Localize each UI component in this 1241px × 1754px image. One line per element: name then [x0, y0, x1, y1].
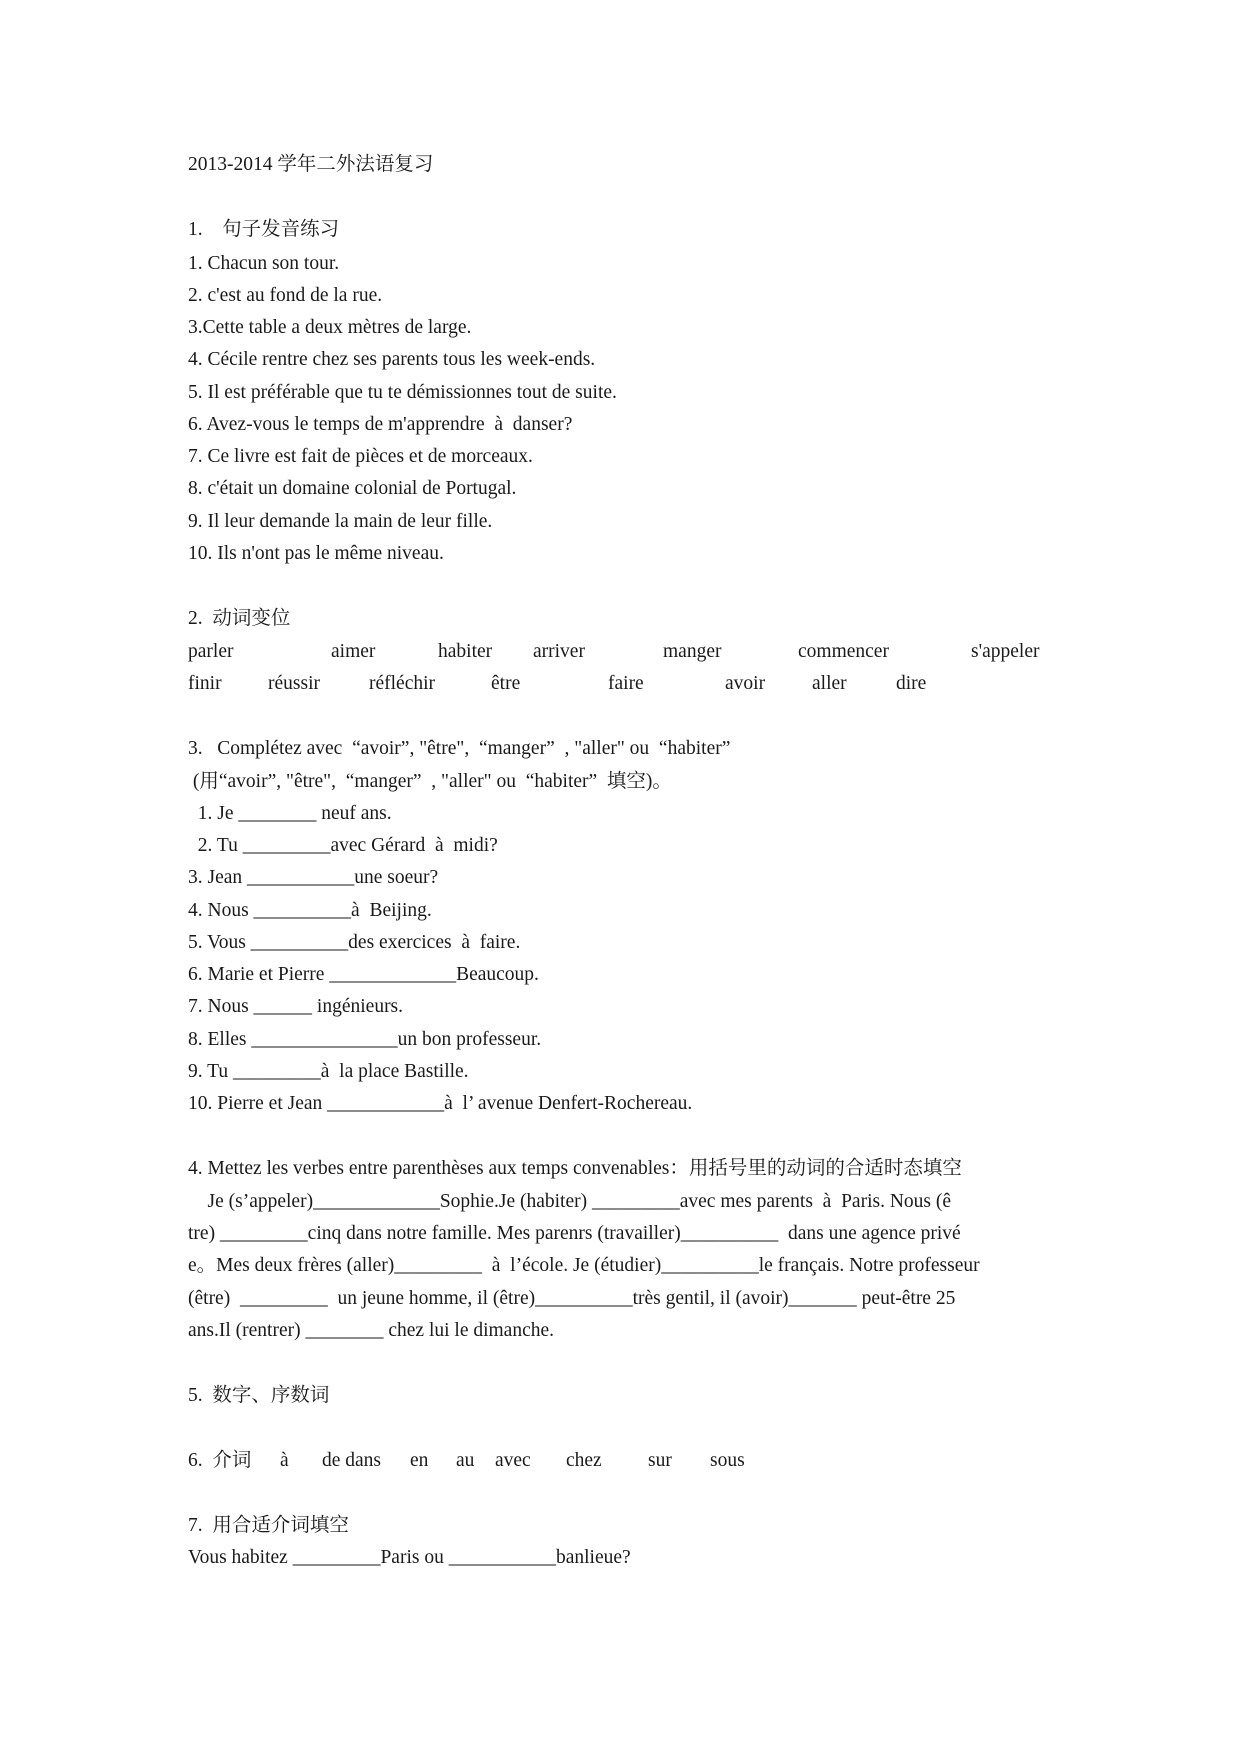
preposition-word: avec — [495, 1450, 531, 1471]
section-7-heading: 7. 用合适介词填空 — [188, 1515, 349, 1536]
section-1-heading: 1. 句子发音练习 — [188, 219, 340, 240]
verb-word: être — [491, 673, 521, 694]
verb-word: avoir — [725, 673, 766, 694]
verb-word: manger — [663, 641, 722, 662]
section-5-heading: 5. 数字、序数词 — [188, 1385, 330, 1406]
verb-word: aimer — [331, 641, 376, 662]
verb-word: habiter — [438, 641, 493, 662]
verb-word: faire — [608, 673, 644, 694]
paragraph-line: (être) _________ un jeune homme, il (être)__________très gentil, il (avoir)_______ peut-être 25 — [188, 1288, 956, 1309]
verb-word: réussir — [268, 673, 320, 694]
pronunciation-sentence: 7. Ce livre est fait de pièces et de morceaux. — [188, 446, 533, 467]
verb-word: finir — [188, 673, 222, 694]
pronunciation-sentence: 3.Cette table a deux mètres de large. — [188, 317, 472, 338]
fill-blank-item: 3. Jean ___________une soeur? — [188, 867, 439, 888]
pronunciation-sentence: 5. Il est préférable que tu te démissionnes tout de suite. — [188, 382, 617, 403]
fill-blank-item: Vous habitez _________Paris ou ___________banlieue? — [188, 1547, 631, 1568]
fill-blank-item: 1. Je ________ neuf ans. — [188, 803, 392, 824]
fill-blank-item: 2. Tu _________avec Gérard à midi? — [188, 835, 498, 856]
pronunciation-sentence: 9. Il leur demande la main de leur fille. — [188, 511, 493, 532]
fill-blank-item: 10. Pierre et Jean ____________à l’ avenue Denfert-Rochereau. — [188, 1093, 693, 1114]
fill-blank-item: 9. Tu _________à la place Bastille. — [188, 1061, 469, 1082]
fill-blank-item: 6. Marie et Pierre _____________Beaucoup. — [188, 964, 539, 985]
paragraph-line: ans.Il (rentrer) ________ chez lui le dimanche. — [188, 1320, 555, 1341]
verb-word: s'appeler — [971, 641, 1040, 662]
fill-blank-item: 4. Nous __________à Beijing. — [188, 900, 432, 921]
section-2-heading: 2. 动词变位 — [188, 608, 291, 629]
fill-blank-item: 8. Elles _______________un bon professeur. — [188, 1029, 542, 1050]
verb-word: arriver — [533, 641, 585, 662]
verb-word: parler — [188, 641, 234, 662]
section-3-heading: 3. Complétez avec “avoir”, "être", “manger” , "aller" ou “habiter” — [188, 738, 731, 759]
preposition-word: de dans — [322, 1450, 382, 1471]
paragraph-line: tre) _________cinq dans notre famille. Mes parenrs (travailler)__________ dans une agence privé — [188, 1223, 961, 1244]
fill-blank-item: 5. Vous __________des exercices à faire. — [188, 932, 521, 953]
verb-row — [188, 640, 1088, 664]
fill-blank-item: 7. Nous ______ ingénieurs. — [188, 996, 404, 1017]
pronunciation-sentence: 4. Cécile rentre chez ses parents tous les week-ends. — [188, 349, 596, 370]
pronunciation-sentence: 2. c'est au fond de la rue. — [188, 285, 383, 306]
verb-word: aller — [812, 673, 847, 694]
section-6-label: 6. 介词 — [188, 1450, 252, 1471]
pronunciation-sentence: 8. c'était un domaine colonial de Portugal. — [188, 478, 517, 499]
preposition-word: en — [410, 1450, 429, 1471]
pronunciation-sentence: 1. Chacun son tour. — [188, 253, 340, 274]
preposition-word: sous — [710, 1450, 745, 1471]
verb-word: commencer — [798, 641, 889, 662]
verb-row — [188, 672, 1088, 696]
preposition-word: sur — [648, 1450, 672, 1471]
preposition-row — [188, 1449, 1088, 1473]
paragraph-line: e。Mes deux frères (aller)_________ à l’école. Je (étudier)__________le français. Notre professeur — [188, 1255, 980, 1276]
preposition-word: à — [280, 1450, 289, 1471]
section-3-subheading: (用“avoir”, "être", “manger” , "aller" ou “habiter” 填空)。 — [188, 771, 672, 792]
pronunciation-sentence: 10. Ils n'ont pas le même niveau. — [188, 543, 444, 564]
preposition-word: chez — [566, 1450, 602, 1471]
verb-word: dire — [896, 673, 927, 694]
pronunciation-sentence: 6. Avez-vous le temps de m'apprendre à danser? — [188, 414, 573, 435]
paragraph-line: Je (s’appeler)_____________Sophie.Je (habiter) _________avec mes parents à Paris. Nous (ê — [188, 1191, 952, 1212]
preposition-word: au — [456, 1450, 475, 1471]
section-4-heading: 4. Mettez les verbes entre parenthèses aux temps convenables：用括号里的动词的合适时态填空 — [188, 1158, 962, 1179]
verb-word: réfléchir — [369, 673, 436, 694]
document-title: 2013-2014 学年二外法语复习 — [188, 154, 434, 175]
